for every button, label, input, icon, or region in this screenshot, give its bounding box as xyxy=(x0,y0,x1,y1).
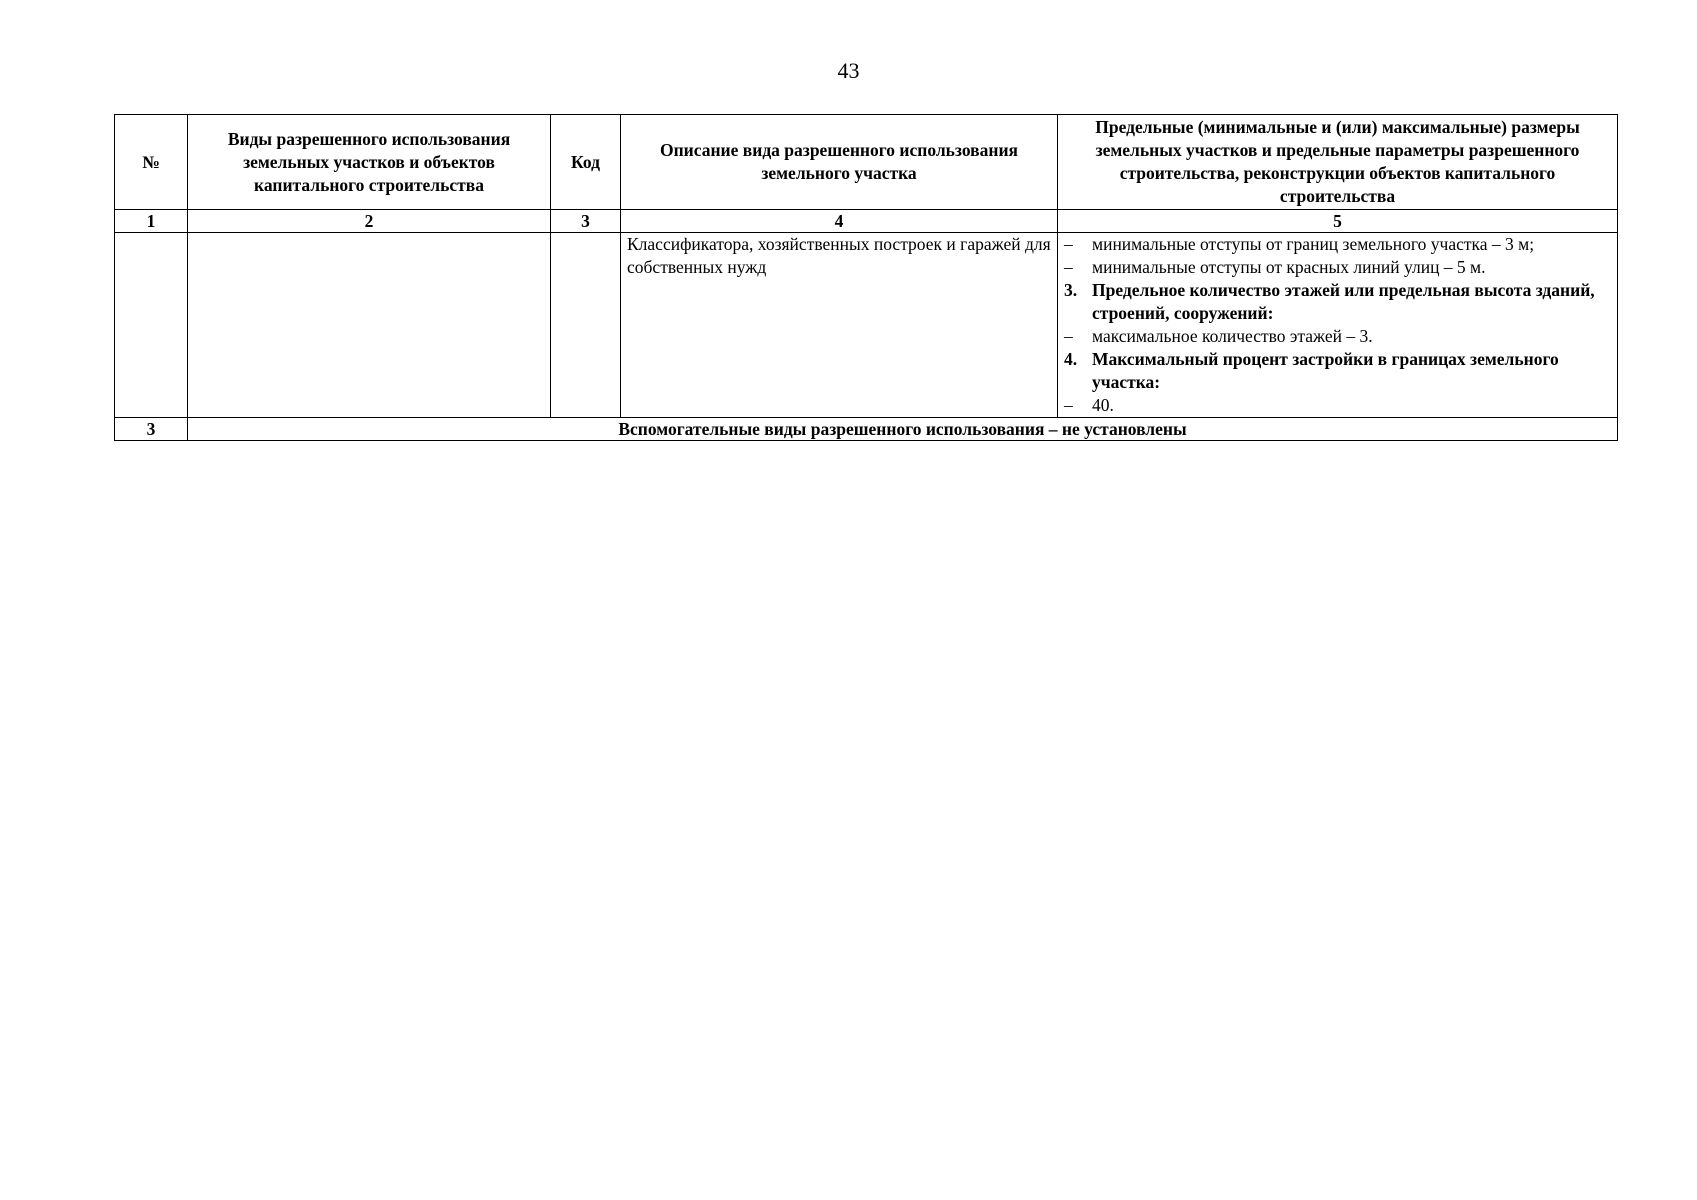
param-text: 40. xyxy=(1092,395,1114,415)
param-text: минимальные отступы от границ земельного участка – 3 м; xyxy=(1092,234,1535,254)
header-row xyxy=(115,115,1618,210)
column-number: 4 xyxy=(621,210,1058,233)
header-use-type: Виды разрешенного использования земельных участков и объектов капитального строительства xyxy=(188,115,551,210)
auxiliary-uses-row xyxy=(115,418,1618,441)
param-heading xyxy=(1064,279,1611,325)
aux-number: 3 xyxy=(115,418,188,441)
header-description: Описание вида разрешенного использования земельного участка xyxy=(621,115,1058,210)
column-number: 1 xyxy=(115,210,188,233)
param-heading xyxy=(1064,348,1611,394)
param-item xyxy=(1064,233,1611,256)
column-number: 3 xyxy=(551,210,621,233)
column-number-row xyxy=(115,210,1618,233)
page-number: 43 xyxy=(837,58,860,83)
param-marker: – xyxy=(1064,257,1073,277)
param-marker: 4. xyxy=(1064,349,1078,369)
cell-number xyxy=(115,233,188,418)
param-text: Максимальный процент застройки в границах земельного участка: xyxy=(1092,349,1559,392)
header-code: Код xyxy=(551,115,621,210)
column-number: 2 xyxy=(188,210,551,233)
header-number: № xyxy=(115,115,188,210)
param-text: минимальные отступы от красных линий улиц – 5 м. xyxy=(1092,257,1486,277)
param-item xyxy=(1064,256,1611,279)
zoning-table xyxy=(114,114,1618,441)
cell-description: Классификатора, хозяйственных построек и гаражей для собственных нужд xyxy=(621,233,1058,418)
param-marker: – xyxy=(1064,395,1073,415)
param-marker: 3. xyxy=(1064,280,1078,300)
cell-use-type xyxy=(188,233,551,418)
column-number: 5 xyxy=(1058,210,1618,233)
aux-text: Вспомогательные виды разрешенного использования – не установлены xyxy=(188,418,1618,441)
param-marker: – xyxy=(1064,234,1073,254)
param-text: максимальное количество этажей – 3. xyxy=(1092,326,1373,346)
param-item xyxy=(1064,325,1611,348)
cell-code xyxy=(551,233,621,418)
header-parameters: Предельные (минимальные и (или) максимальные) размеры земельных участков и предельные параметры разрешенного строительства, реконструкции объектов капитального строительства xyxy=(1058,115,1618,210)
param-marker: – xyxy=(1064,326,1073,346)
table-row xyxy=(115,233,1618,418)
cell-parameters xyxy=(1058,233,1618,418)
param-item xyxy=(1064,394,1611,417)
param-text: Предельное количество этажей или предельная высота зданий, строений, сооружений: xyxy=(1092,280,1595,323)
